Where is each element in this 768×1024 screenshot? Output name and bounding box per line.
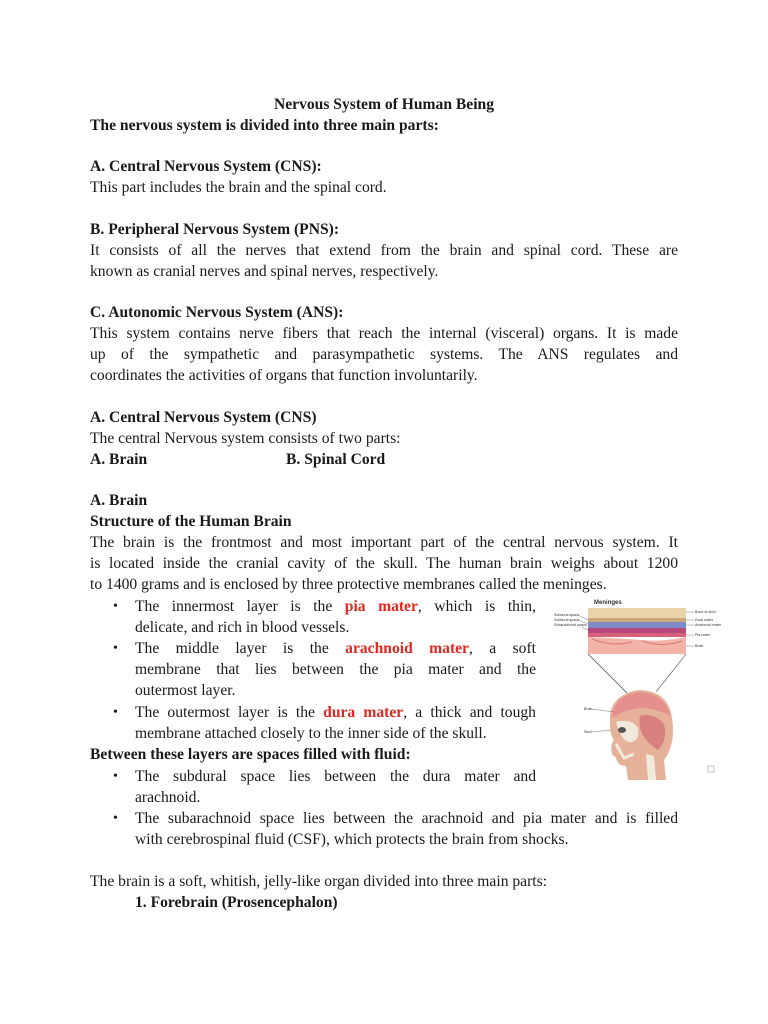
arachnoid-line-2: membrane that lies between the pia mater and the (135, 661, 536, 678)
dura-pre: The outermost layer is the (135, 704, 324, 721)
arachnoid-line-1 (135, 638, 536, 659)
part-a-brain: A. Brain (90, 451, 148, 468)
brain-text-line-2: is located inside the cranial cavity of the skull. The human brain weighs about 1200 (90, 555, 678, 572)
label-pia-mater: Pia mater (695, 633, 711, 637)
forebrain-heading: 1. Forebrain (Prosencephalon) (135, 894, 338, 911)
label-dura-mater: Dura mater (695, 618, 713, 622)
ans-text-line-2: up of the sympathetic and parasympathetic systems. The ANS regulates and (90, 346, 678, 363)
label-brain-right: Brain (695, 644, 704, 648)
pia-pre: The innermost layer is the (135, 598, 345, 615)
cns-heading: A. Central Nervous System (CNS): (90, 158, 322, 175)
cns2-heading: A. Central Nervous System (CNS) (90, 409, 317, 426)
dura-post: , a thick and tough (403, 704, 536, 721)
arachnoid-mater-term: arachnoid mater (345, 640, 469, 657)
pia-line-1 (135, 596, 536, 617)
cns2-text: The central Nervous system consists of two parts: (90, 430, 401, 447)
pns-text-line-2: known as cranial nerves and spinal nerves, respectively. (90, 263, 439, 280)
pns-heading: B. Peripheral Nervous System (PNS): (90, 221, 340, 238)
ans-text-line-3: coordinates the activities of organs that function involuntarily. (90, 367, 478, 384)
parts-text: The brain is a soft, whitish, jelly-like organ divided into three main parts: (90, 873, 548, 890)
intro-heading: The nervous system is divided into three main parts: (90, 117, 439, 134)
bullet-arachnoid: • (113, 641, 118, 656)
subdural-line-2: arachnoid. (135, 789, 201, 806)
structure-heading: Structure of the Human Brain (90, 513, 292, 530)
meninges-layers (588, 608, 686, 654)
dura-line-1 (135, 702, 536, 723)
bullet-subdural: • (113, 769, 118, 784)
brain-heading: A. Brain (90, 492, 148, 509)
subarachnoid-line-2: with cerebrospinal fluid (CSF), which protects the brain from shocks. (135, 831, 569, 848)
part-b-spinal-cord: B. Spinal Cord (286, 451, 386, 468)
subarachnoid-line-1: The subarachnoid space lies between the arachnoid and pia mater and is filled (135, 810, 678, 827)
label-subdural-space: Subdural space (554, 613, 579, 617)
brain-text-line-1: The brain is the frontmost and most important part of the central nervous system. It (90, 534, 678, 551)
pns-text-line-1: It consists of all the nerves that extend from the brain and spinal cord. These are (90, 242, 678, 259)
pia-post: , which is thin, (417, 598, 536, 615)
label-subarachnoid-space: Subarachnoid space (554, 623, 587, 627)
subdural-line-1: The subdural space lies between the dura mater and (135, 768, 536, 785)
pia-mater-term: pia mater (344, 598, 418, 615)
bullet-subarachnoid: • (113, 811, 118, 826)
ans-heading: C. Autonomic Nervous System (ANS): (90, 304, 344, 321)
spaces-heading: Between these layers are spaces filled with fluid: (90, 746, 411, 763)
brain-text-line-3: to 1400 grams and is enclosed by three protective membranes called the meninges. (90, 576, 607, 593)
bullet-pia: • (113, 599, 118, 614)
arachnoid-post: , a soft (468, 640, 536, 657)
arachnoid-pre: The middle layer is the (135, 640, 346, 657)
label-skull-left: Skull (584, 730, 592, 734)
dura-line-2: membrane attached closely to the inner side of the skull. (135, 725, 487, 742)
bullet-dura: • (113, 705, 118, 720)
label-arachnoid-mater: Arachnoid mater (695, 623, 722, 627)
label-bone-of-skull: Bone of skull (695, 610, 716, 614)
meninges-illustration (552, 594, 728, 786)
arachnoid-line-3: outermost layer. (135, 682, 236, 699)
doc-title: Nervous System of Human Being (273, 96, 495, 113)
cns-text: This part includes the brain and the spinal cord. (90, 179, 387, 196)
ans-text-line-1: This system contains nerve fibers that reach the internal (visceral) organs. It is made (90, 325, 678, 342)
figure-title: Meninges (594, 600, 622, 606)
pia-line-2: delicate, and rich in blood vessels. (135, 619, 350, 636)
dura-mater-term: dura mater (323, 704, 404, 721)
label-brain-left: Brain (584, 707, 593, 711)
label-subdural-space-2: Subdural space (554, 618, 579, 622)
